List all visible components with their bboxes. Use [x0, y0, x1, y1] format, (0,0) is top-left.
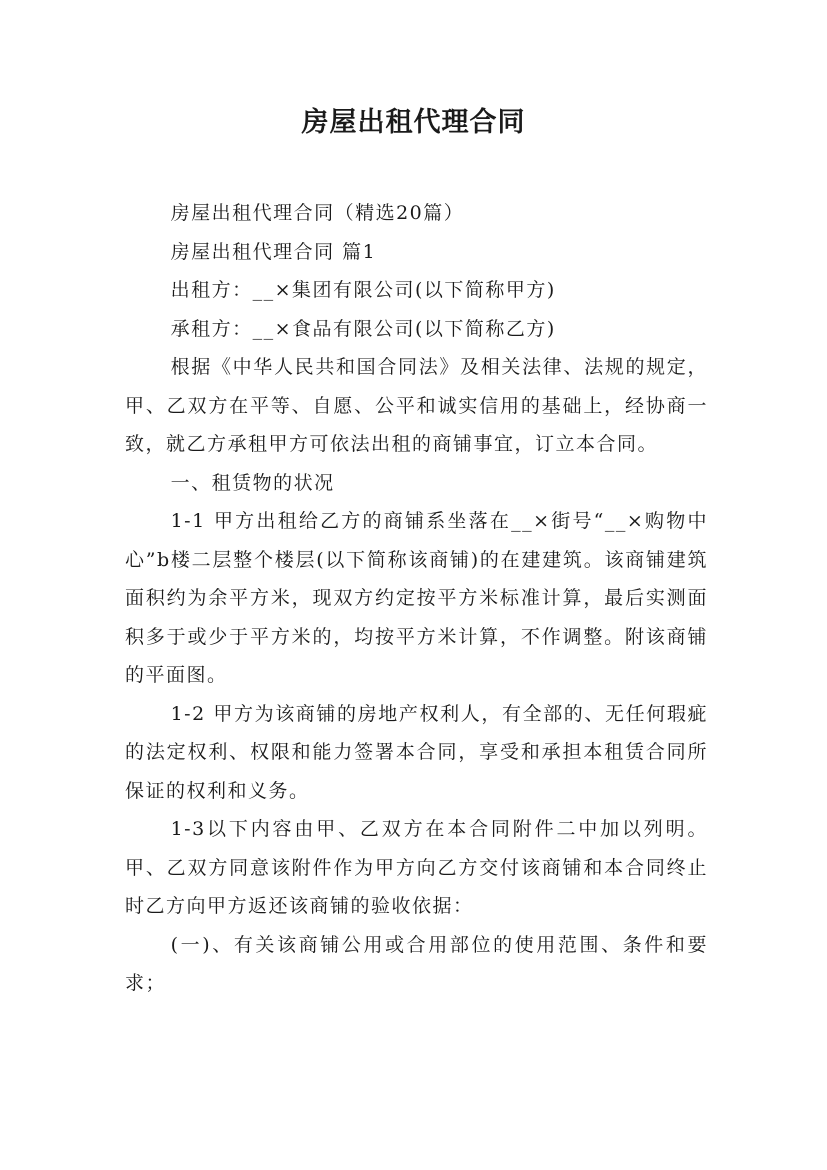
paragraph-clause-1-3: 1-3以下内容由甲、乙双方在本合同附件二中加以列明。甲、乙双方同意该附件作为甲方向乙方交付该商铺和本合同终止时乙方向甲方返还该商铺的验收依据： — [125, 818, 708, 917]
paragraph-chapter-one-heading: 一、租赁物的状况 — [170, 471, 335, 494]
document-body — [125, 194, 708, 1003]
paragraph-item-one: (一)、有关该商铺公用或合用部位的使用范围、条件和要求； — [125, 933, 708, 994]
paragraph-subtitle: 房屋出租代理合同（精选20篇） — [170, 202, 465, 224]
paragraph-clause-1-2: 1-2 甲方为该商铺的房地产权利人，有全部的、无任何瑕疵的法定权利、权限和能力签署本合同，享受和承担本租赁合同所保证的权利和义务。 — [125, 702, 708, 802]
paragraph-lessee: 承租方：__×食品有限公司(以下简称乙方) — [170, 317, 556, 340]
document-title: 房屋出租代理合同 — [301, 107, 526, 138]
paragraph-section-heading: 房屋出租代理合同 篇1 — [170, 240, 377, 263]
paragraph-preamble: 根据《中华人民共和国合同法》及相关法律、法规的规定，甲、乙双方在平等、自愿、公平和诚实信用的基础上，经协商一致，就乙方承租甲方可依法出租的商铺事宜，订立本合同。 — [125, 356, 708, 455]
paragraph-lessor: 出租方：__×集团有限公司(以下简称甲方) — [170, 279, 556, 301]
paragraph-clause-1-1: 1-1 甲方出租给乙方的商铺系坐落在__×街号“__×购物中心”b楼二层整个楼层(以下简称该商铺)的在建建筑。该商铺建筑面积约为余平方米，现双方约定按平方米标准计算，最后实测面积多于或少于平方米的，均按平方米计算，不作调整。附该商铺的平面图。 — [125, 510, 708, 686]
